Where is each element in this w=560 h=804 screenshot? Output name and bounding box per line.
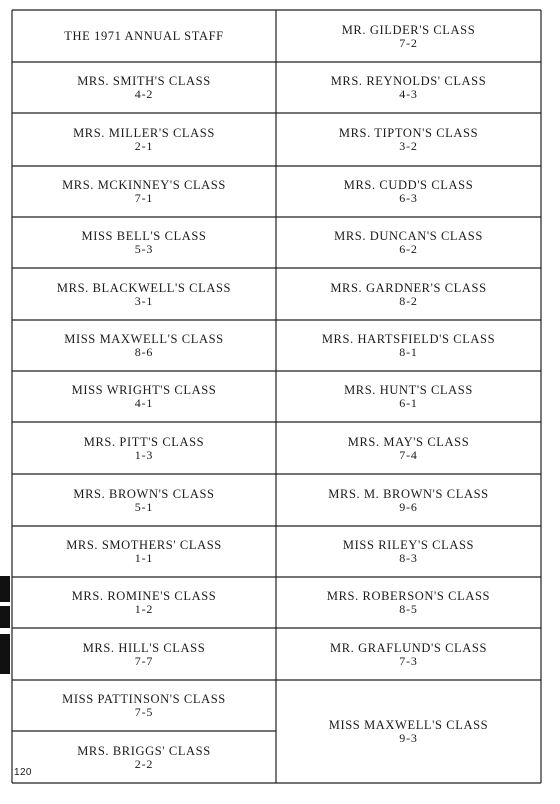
class-name: MR. GILDER'S CLASS <box>341 22 476 37</box>
left-class-cell <box>12 680 276 731</box>
class-name: MRS. CUDD'S CLASS <box>343 178 474 192</box>
class-grade: 7-7 <box>134 653 154 668</box>
class-grade: 7-3 <box>399 653 418 668</box>
right-class-cell <box>276 422 541 474</box>
class-grade: 2-1 <box>134 139 154 153</box>
right-class-cell <box>276 577 541 628</box>
class-name: MRS. BLACKWELL'S CLASS <box>56 280 232 295</box>
class-name: MRS. REYNOLDS' CLASS <box>330 74 487 88</box>
class-grade: 8-5 <box>399 602 418 616</box>
class-name: MRS. MCKINNEY'S CLASS <box>62 178 226 192</box>
class-name: MRS. DUNCAN'S CLASS <box>334 229 483 243</box>
left-class-cell <box>12 422 276 474</box>
class-grade: 6-3 <box>399 191 418 205</box>
right-class-cell <box>276 680 541 783</box>
class-name: MISS MAXWELL'S CLASS <box>64 332 224 346</box>
class-name: MR. GRAFLUND'S CLASS <box>330 640 487 655</box>
class-name: MRS. HARTSFIELD'S CLASS <box>321 332 496 346</box>
left-class-cell <box>12 320 276 371</box>
class-name: MRS. PITT'S CLASS <box>83 434 205 449</box>
right-class-cell <box>276 474 541 526</box>
class-grade: 5-1 <box>134 499 154 514</box>
class-grade: 7-4 <box>399 447 418 462</box>
class-name: MRS. GARDNER'S CLASS <box>330 280 487 295</box>
class-name: MRS. ROMINE'S CLASS <box>71 589 217 603</box>
edge-mark <box>0 576 10 602</box>
class-name: MRS. HUNT'S CLASS <box>344 383 473 397</box>
class-grade: 3-1 <box>134 293 154 308</box>
class-name: MISS BELL'S CLASS <box>81 229 207 243</box>
class-grade: 4-1 <box>134 396 154 410</box>
class-grade: 2-2 <box>134 756 154 771</box>
class-name: MRS. MAY'S CLASS <box>347 434 470 449</box>
left-class-cell <box>12 217 276 268</box>
class-grade: 7-5 <box>134 705 154 719</box>
left-class-cell <box>12 731 276 783</box>
left-class-cell <box>12 113 276 166</box>
class-grade: 1-1 <box>134 551 154 565</box>
left-class-cell <box>12 371 276 422</box>
class-grade: 3-2 <box>399 139 418 153</box>
class-grade: 4-3 <box>399 87 418 101</box>
edge-mark <box>0 606 10 628</box>
class-name: MRS. BROWN'S CLASS <box>73 486 215 501</box>
class-grade: 7-2 <box>399 35 418 50</box>
right-class-cell <box>276 320 541 371</box>
class-grade: 8-1 <box>399 345 418 359</box>
right-class-cell <box>276 217 541 268</box>
left-class-cell <box>12 62 276 113</box>
class-name: MISS MAXWELL'S CLASS <box>328 718 489 732</box>
class-grade: 5-3 <box>134 242 154 256</box>
class-name: MRS. M. BROWN'S CLASS <box>328 486 489 501</box>
class-name: MRS. SMITH'S CLASS <box>77 74 211 88</box>
class-grade: 9-6 <box>399 499 418 514</box>
class-name: MRS. HILL'S CLASS <box>82 640 206 655</box>
left-class-cell <box>12 526 276 577</box>
edge-mark <box>0 634 10 674</box>
left-class-cell <box>12 474 276 526</box>
left-class-cell <box>12 268 276 320</box>
right-class-cell <box>276 166 541 217</box>
right-class-cell <box>276 268 541 320</box>
left-class-cell <box>12 577 276 628</box>
class-grade: 8-3 <box>399 551 418 565</box>
right-class-cell <box>276 10 541 62</box>
class-name: MRS. MILLER'S CLASS <box>73 126 215 140</box>
class-grade: 6-1 <box>399 396 418 410</box>
class-grade: 8-6 <box>134 345 154 359</box>
right-class-cell <box>276 371 541 422</box>
class-name: MISS WRIGHT'S CLASS <box>71 383 217 397</box>
class-name: THE 1971 ANNUAL STAFF <box>64 29 224 43</box>
left-class-cell <box>12 10 276 62</box>
class-name: MISS PATTINSON'S CLASS <box>62 692 226 706</box>
class-grade: 9-3 <box>399 731 418 745</box>
class-name: MRS. ROBERSON'S CLASS <box>326 589 491 603</box>
class-grade: 8-2 <box>399 293 418 308</box>
class-grade: 1-2 <box>134 602 154 616</box>
class-name: MRS. TIPTON'S CLASS <box>338 126 479 140</box>
right-class-cell <box>276 628 541 680</box>
class-name: MISS RILEY'S CLASS <box>342 538 475 552</box>
page-number: 120 <box>14 767 32 778</box>
class-name: MRS. SMOTHERS' CLASS <box>66 538 222 552</box>
left-class-cell <box>12 628 276 680</box>
class-grade: 7-1 <box>134 191 154 205</box>
class-grade: 6-2 <box>399 242 418 256</box>
right-class-cell <box>276 62 541 113</box>
left-class-cell <box>12 166 276 217</box>
right-class-cell <box>276 526 541 577</box>
class-grade: 1-3 <box>134 447 154 462</box>
right-class-cell <box>276 113 541 166</box>
class-name: MRS. BRIGGS' CLASS <box>77 743 211 758</box>
class-grade: 4-2 <box>134 87 154 101</box>
